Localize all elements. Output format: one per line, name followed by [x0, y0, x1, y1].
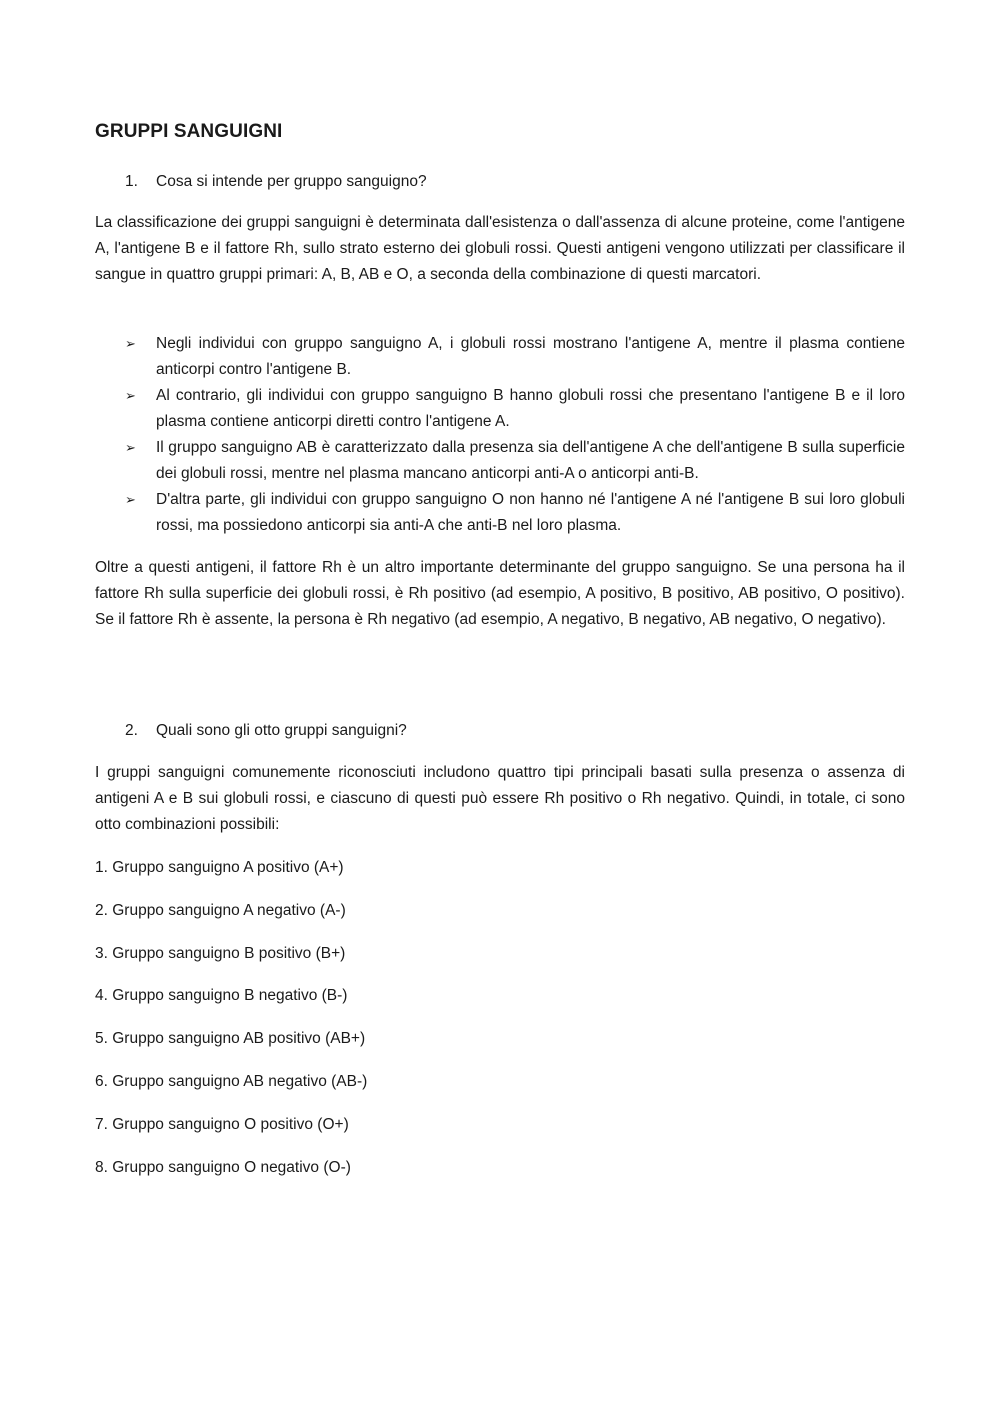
bullet-item-a: [125, 331, 905, 383]
section-2-question: Quali sono gli otto gruppi sanguigni?: [156, 722, 407, 739]
section-2-heading: [125, 718, 407, 744]
bullet-text: Il gruppo sanguigno AB è caratterizzato dalla presenza sia dell'antigene A che dell'antigene B sulla superficie dei globuli rossi, mentre nel plasma mancano anticorpi anti-A o anticorpi anti-B.: [156, 439, 905, 482]
document-title: GRUPPI SANGUIGNI: [95, 121, 283, 142]
bullet-item-b: [125, 383, 905, 435]
arrow-bullet-icon: ➢: [125, 492, 136, 507]
section-2-number: 2.: [125, 722, 138, 739]
list-item: 3. Gruppo sanguigno B positivo (B+): [95, 944, 346, 962]
section-1-number: 1.: [125, 173, 138, 190]
blood-group-list: [95, 855, 367, 1197]
list-item: 5. Gruppo sanguigno AB positivo (AB+): [95, 1030, 366, 1048]
section-2-intro-paragraph: I gruppi sanguigni comunemente riconosciuti includono quattro tipi principali basati sulla presenza o assenza di antigeni A e B sui globuli rossi, e ciascuno di questi può essere Rh positivo o Rh negativo. Quindi, in totale, ci sono otto combinazioni possibili:: [95, 764, 905, 833]
list-item: 2. Gruppo sanguigno A negativo (A-): [95, 901, 346, 919]
list-item: 4. Gruppo sanguigno B negativo (B-): [95, 987, 348, 1005]
bullet-text: Negli individui con gruppo sanguigno A, i globuli rossi mostrano l'antigene A, mentre il plasma contiene anticorpi contro l'antigene B.: [156, 335, 905, 378]
list-item: 1. Gruppo sanguigno A positivo (A+): [95, 859, 344, 876]
bullet-item-o: [125, 487, 905, 539]
list-item: 7. Gruppo sanguigno O positivo (O+): [95, 1115, 349, 1133]
section-1-heading: [125, 169, 427, 195]
antigen-bullet-list: [125, 331, 905, 539]
bullet-text: D'altra parte, gli individui con gruppo sanguigno O non hanno né l'antigene A né l'antigene B sui loro globuli rossi, ma possiedono anticorpi sia anti-A che anti-B nel loro plasma.: [156, 491, 905, 534]
bullet-item-ab: [125, 435, 905, 487]
list-item: 8. Gruppo sanguigno O negativo (O-): [95, 1158, 351, 1176]
section-1-question: Cosa si intende per gruppo sanguigno?: [156, 173, 427, 190]
bullet-text: Al contrario, gli individui con gruppo sanguigno B hanno globuli rossi che presentano l'antigene B e il loro plasma contiene anticorpi diretti contro l'antigene A.: [156, 387, 905, 430]
list-item: 6. Gruppo sanguigno AB negativo (AB-): [95, 1072, 368, 1090]
rh-factor-paragraph: Oltre a questi antigeni, il fattore Rh è un altro importante determinante del gruppo sanguigno. Se una persona ha il fattore Rh sulla superficie dei globuli rossi, è Rh positivo (ad esempio, A positivo, B positivo, AB positivo, O positivo). Se il fattore Rh è assente, la persona è Rh negativo (ad esempio, A negativo, B negativo, AB negativo, O negativo).: [95, 559, 905, 628]
section-1-intro-paragraph: La classificazione dei gruppi sanguigni è determinata dall'esistenza o dall'assenza di alcune proteine, come l'antigene A, l'antigene B e il fattore Rh, sullo strato esterno dei globuli rossi. Questi antigeni vengono utilizzati per classificare il sangue in quattro gruppi primari: A, B, AB e O, a seconda della combinazione di questi marcatori.: [95, 214, 905, 283]
arrow-bullet-icon: ➢: [125, 440, 136, 455]
arrow-bullet-icon: ➢: [125, 336, 136, 351]
arrow-bullet-icon: ➢: [125, 388, 136, 403]
